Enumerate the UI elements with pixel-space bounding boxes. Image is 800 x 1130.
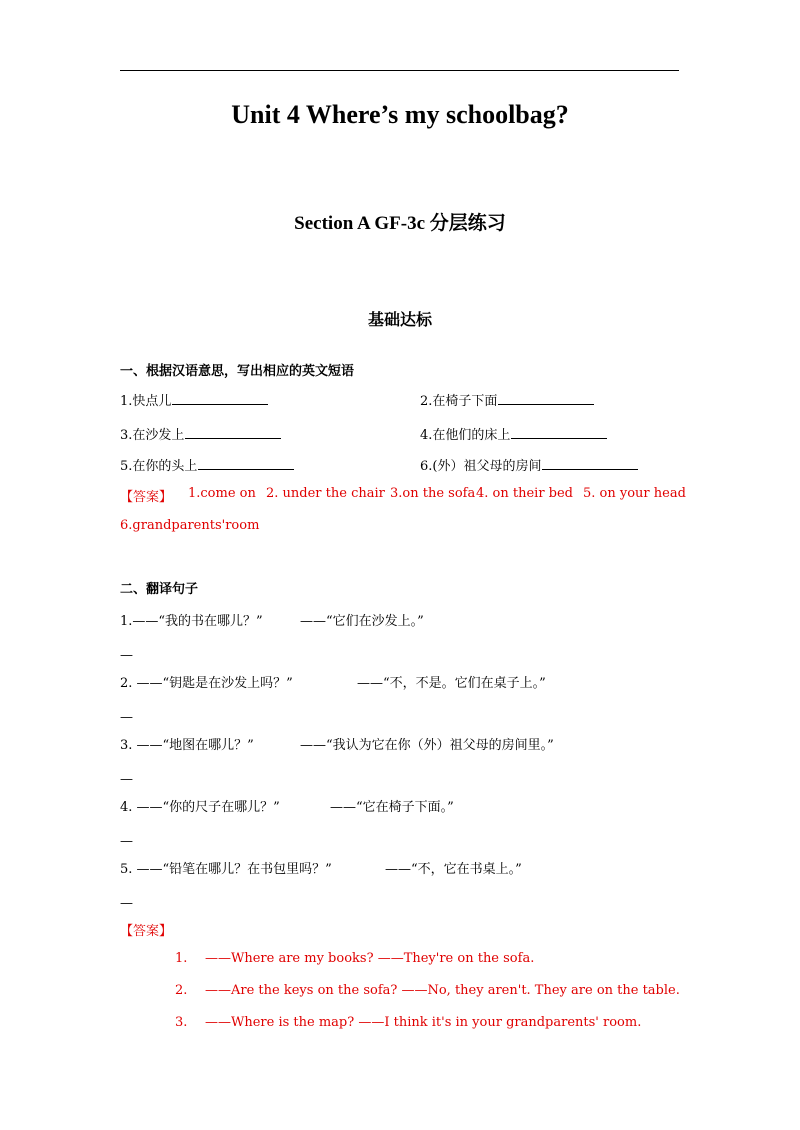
part1-answer: 5. on your head bbox=[583, 486, 686, 501]
phrase-item bbox=[420, 424, 607, 443]
phrase-item bbox=[120, 424, 281, 443]
page-title: Unit 4 Where’s my schoolbag? bbox=[231, 100, 569, 129]
answer-line[interactable]: — bbox=[120, 834, 133, 849]
sentence-question: 4. ——“你的尺子在哪儿？” bbox=[120, 800, 280, 815]
answer-blank[interactable] bbox=[542, 457, 638, 470]
level-heading: 基础达标 bbox=[367, 310, 432, 329]
phrase-prompt: 2.在椅子下面 bbox=[420, 394, 498, 409]
part1-answer: 2. under the chair bbox=[266, 486, 385, 501]
phrase-prompt: 3.在沙发上 bbox=[120, 428, 185, 443]
phrase-item bbox=[420, 390, 594, 409]
answer-text: ——Are the keys on the sofa? ——No, they aren't. They are on the table. bbox=[205, 983, 680, 998]
sentence-reply: ——“它在椅子下面。” bbox=[330, 800, 454, 815]
answer-line[interactable]: — bbox=[120, 772, 133, 787]
sentence-reply: ——“不，不是。它们在桌子上。” bbox=[357, 676, 546, 691]
answer-number: 3. bbox=[175, 1015, 188, 1030]
phrase-prompt: 6.(外）祖父母的房间 bbox=[420, 459, 542, 474]
answer-number: 1. bbox=[175, 951, 188, 966]
part1-answer-label: 【答案】 bbox=[120, 490, 173, 505]
phrase-item bbox=[120, 455, 294, 474]
part1-heading: 一、根据汉语意思，写出相应的英文短语 bbox=[120, 364, 355, 379]
answer-blank[interactable] bbox=[511, 426, 607, 439]
translation-answer bbox=[0, 1015, 800, 1035]
answer-text: ——Where is the map? ——I think it's in your grandparents' room. bbox=[205, 1015, 642, 1030]
sentence-question: 2. ——“钥匙是在沙发上吗？” bbox=[120, 676, 293, 691]
answer-blank[interactable] bbox=[172, 392, 268, 405]
part1-answer: 3.on the sofa bbox=[390, 486, 476, 501]
section-subtitle: Section A GF-3c 分层练习 bbox=[294, 213, 506, 234]
sentence-reply: ——“它们在沙发上。” bbox=[300, 614, 424, 629]
answer-line[interactable]: — bbox=[120, 710, 133, 725]
part2-answer-label: 【答案】 bbox=[120, 924, 173, 939]
sentence-question: 1.——“我的书在哪儿？” bbox=[120, 614, 263, 629]
sentence-question: 5. ——“铅笔在哪儿？在书包里吗？” bbox=[120, 862, 332, 877]
answer-blank[interactable] bbox=[185, 426, 281, 439]
phrase-item bbox=[420, 455, 638, 474]
answer-blank[interactable] bbox=[198, 457, 294, 470]
translation-answer bbox=[0, 983, 800, 1003]
part1-answer: 6.grandparents'room bbox=[120, 518, 260, 533]
sentence-reply: ——“不，它在书桌上。” bbox=[385, 862, 522, 877]
answer-number: 2. bbox=[175, 983, 188, 998]
part2-heading: 二、翻译句子 bbox=[120, 582, 199, 597]
phrase-prompt: 4.在他们的床上 bbox=[420, 428, 511, 443]
sentence-reply: ——“我认为它在你（外）祖父母的房间里。” bbox=[300, 738, 554, 753]
part1-answer: 4. on their bed bbox=[476, 486, 573, 501]
answer-blank[interactable] bbox=[498, 392, 594, 405]
part1-answer: 1.come on bbox=[188, 486, 256, 501]
answer-line[interactable]: — bbox=[120, 896, 133, 911]
phrase-prompt: 5.在你的头上 bbox=[120, 459, 198, 474]
phrase-prompt: 1.快点儿 bbox=[120, 394, 172, 409]
answer-line[interactable]: — bbox=[120, 648, 133, 663]
phrase-item bbox=[120, 390, 268, 409]
top-rule bbox=[120, 70, 679, 71]
sentence-question: 3. ——“地图在哪儿？” bbox=[120, 738, 254, 753]
answer-text: ——Where are my books? ——They're on the sofa. bbox=[205, 951, 535, 966]
translation-answer bbox=[0, 951, 800, 971]
